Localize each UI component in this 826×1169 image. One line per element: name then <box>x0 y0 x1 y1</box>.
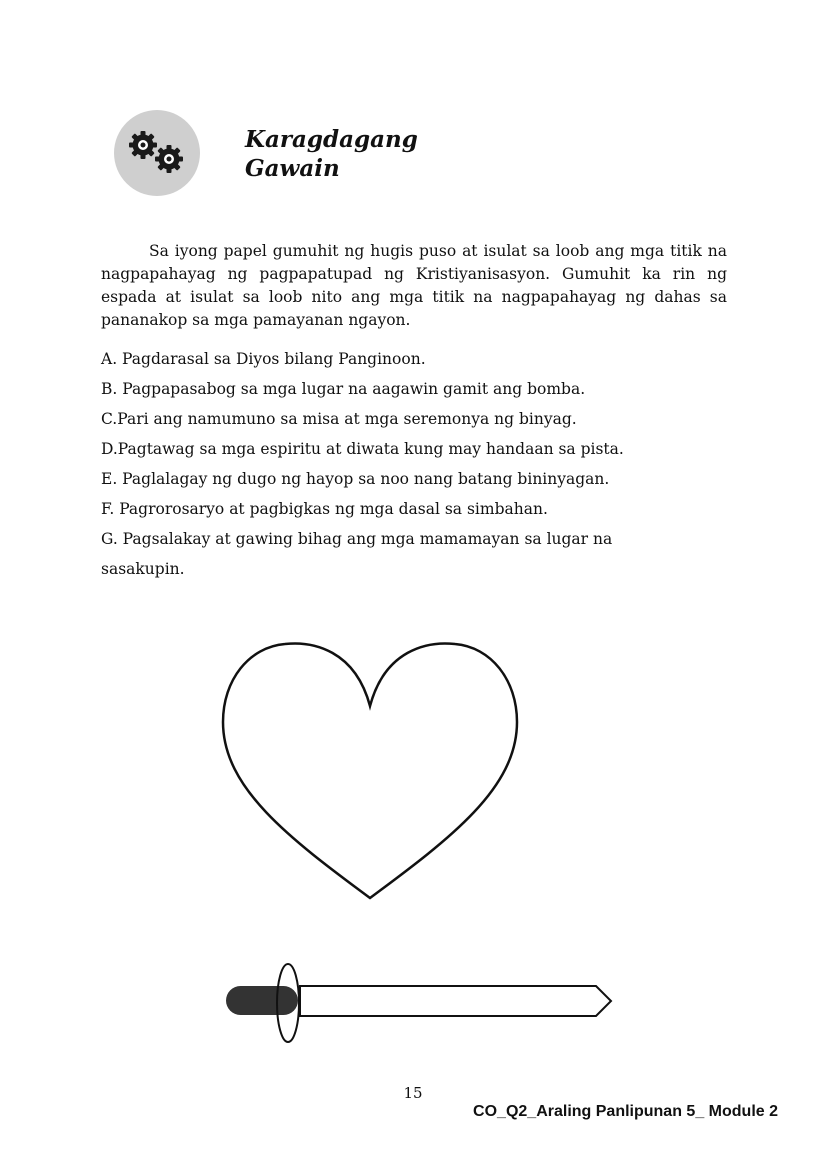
gears-icon <box>113 109 201 197</box>
instruction-text: Sa iyong papel gumuhit ng hugis puso at isulat sa loob ang mga titik na nagpapahayag ng pagpapatupad ng Kristiyanisasyon. Gumuhit ka rin ng espada at isulat sa loob nito ang mga titik na nagpapahayag ng dahas sa pananakop sa mga pamayanan ngayon. <box>101 242 727 329</box>
list-item: A. Pagdarasal sa Diyos bilang Panginoon. <box>101 350 426 368</box>
list-item: C.Pari ang namumuno sa misa at mga seremonya ng binyag. <box>101 410 577 428</box>
list-item: G. Pagsalakay at gawing bihag ang mga mamamayan sa lugar na sasakupin. <box>101 530 613 578</box>
heart-drawing <box>219 640 521 902</box>
list-item: F. Pagrorosaryo at pagbigkas ng mga dasal sa simbahan. <box>101 500 548 518</box>
list-item: D.Pagtawag sa mga espiritu at diwata kung may handaan sa pista. <box>101 440 624 458</box>
list-item: B. Pagpapasabog sa mga lugar na aagawin gamit ang bomba. <box>101 380 586 398</box>
choices-list <box>101 344 701 584</box>
section-title <box>245 125 418 183</box>
section-title-line1: Karagdagang <box>245 126 418 153</box>
page-number: 15 <box>403 1084 423 1102</box>
instruction-paragraph <box>101 240 727 332</box>
sword-drawing <box>222 960 618 1046</box>
module-code: CO_Q2_Araling Panlipunan 5_ Module 2 <box>473 1103 778 1120</box>
section-title-line2: Gawain <box>245 155 340 182</box>
list-item: E. Paglalagay ng dugo ng hayop sa noo nang batang bininyagan. <box>101 470 610 488</box>
